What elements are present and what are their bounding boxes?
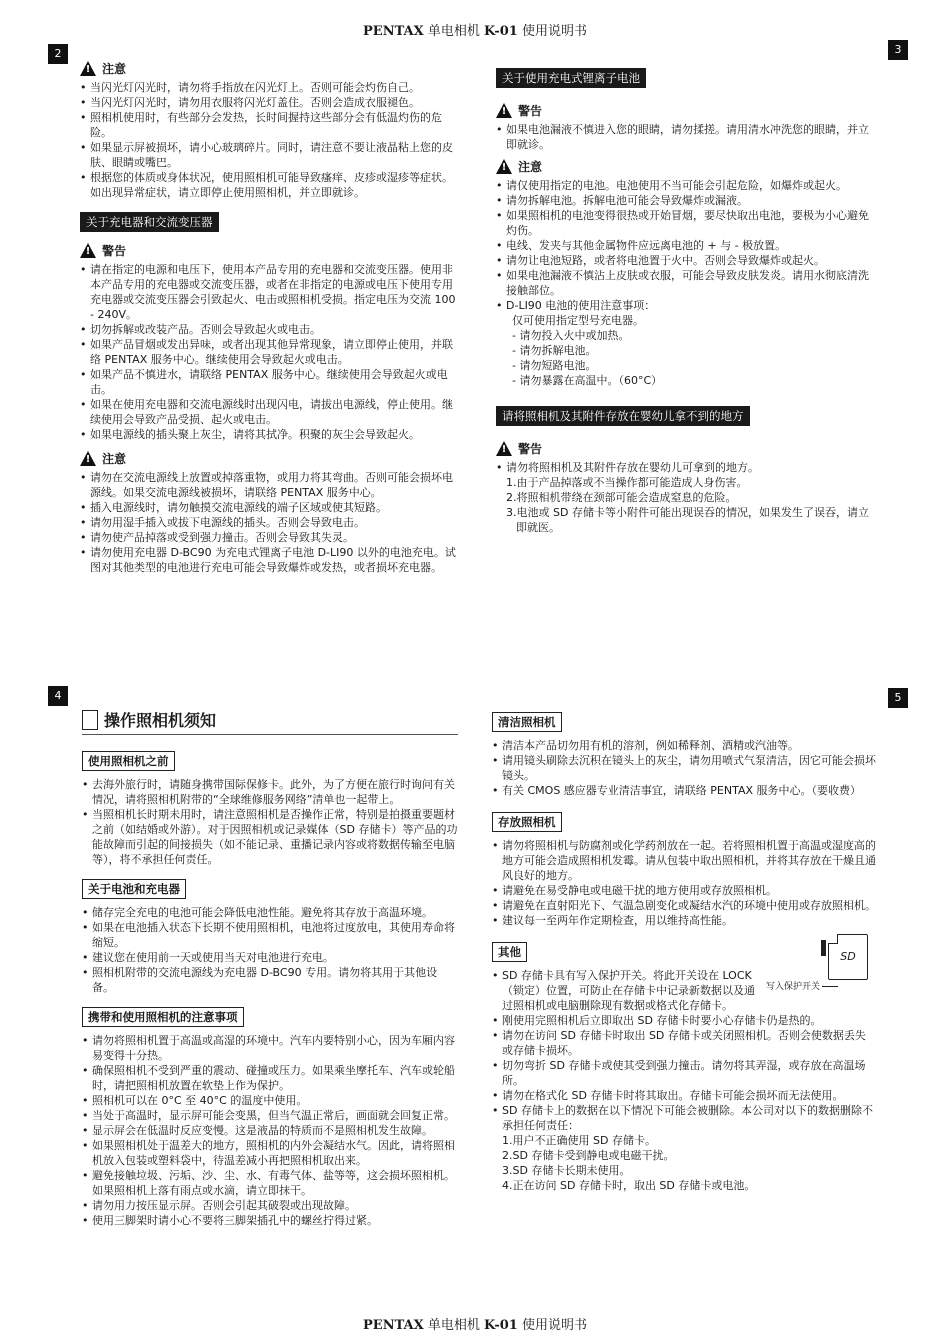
list-item: • 根据您的体质或身体状况，使用照相机可能导致瘙痒、皮疹或湿疹等症状。如出现异常症状，请立即停止使用照相机，并立即就诊。 <box>80 170 458 200</box>
list-item: • 有关 CMOS 感应器专业清洁事宜，请联络 PENTAX 服务中心。（要收费） <box>492 783 876 798</box>
list-item: • 请在指定的电源和电压下，使用本产品专用的充电器和交流变压器。使用非本产品专用的充电器或交流变压器，或者在非指定的电源或电压下使用专用充电器或交流变压器会引致起火、电击或照相机受损。指定电压为交流 100 - 240V。 <box>80 262 458 322</box>
caution-icon <box>80 451 96 466</box>
section-title-battery: 关于使用充电式锂离子电池 <box>496 68 646 88</box>
other-list <box>492 968 876 1133</box>
warning-icon <box>80 243 96 258</box>
manual-page-4 <box>48 680 480 1280</box>
list-item: • 如果产品冒烟或发出异味，或者出现其他异常现象，请立即停止使用，并联络 PENTAX 服务中心。继续使用会导致起火或电击。 <box>80 337 458 367</box>
caution-icon <box>80 61 96 76</box>
data-loss-item: 2.SD 存储卡受到静电或电磁干扰。 <box>502 1149 675 1162</box>
list-item: • 请勿拆解电池。拆解电池可能会导致爆炸或漏液。 <box>496 193 878 208</box>
warning-list <box>496 460 878 475</box>
storage-list <box>492 838 876 928</box>
caution-list <box>80 470 458 575</box>
list-item: • 请勿将照相机及其附件存放在婴幼儿可拿到的地方。 <box>496 460 878 475</box>
list-item: • 当照相机长时期未用时，请注意照相机是否操作正常，特别是拍摄重要题材之前（如结婚或外游）。对于因照相机或记录媒体（SD 存储卡）等产品的功能故障而引起的间接损失（如不能记录、重播记录内容或将数据传输至电脑等），将不承担任何责任。 <box>82 807 458 867</box>
section-tab-storage: 存放照相机 <box>492 812 562 832</box>
footer-brand: PENTAX <box>363 1318 424 1333</box>
list-item: • 请避免在直射阳光下、气温急剧变化或凝结水汽的环境中使用或存放照相机。 <box>492 898 876 913</box>
list-item: • 请勿用力按压显示屏。否则会引起其破裂或出现故障。 <box>82 1198 458 1213</box>
list-item: • 去海外旅行时，请随身携带国际保修卡。此外，为了方便在旅行时询问有关情况，请将照相机附带的“全球维修服务网络”清单也一起带上。 <box>82 777 458 807</box>
manual-page-2 <box>48 38 488 638</box>
before-use-list <box>82 777 458 867</box>
data-loss-item: 4.正在访问 SD 存储卡时，取出 SD 存储卡或电池。 <box>502 1179 756 1192</box>
section-tab-battery-charger: 关于电池和充电器 <box>82 879 186 899</box>
list-item: • 使用三脚架时请小心不要将三脚架插孔中的螺丝拧得过紧。 <box>82 1213 458 1228</box>
list-item: • 如果照相机处于温差大的地方，照相机的内外会凝结水气。因此，请将照相机放入包装或塑料袋中，待温差减小再把照相机取出来。 <box>82 1138 458 1168</box>
list-item: • 照相机附带的交流电源线为充电器 D-BC90 专用。请勿将其用于其他设备。 <box>82 965 458 995</box>
list-item: • 请勿让电池短路，或者将电池置于火中。否则会导致爆炸或起火。 <box>496 253 878 268</box>
book-icon <box>82 710 98 730</box>
warning-heading: ! 警告 <box>496 102 878 119</box>
data-loss-item: 3.SD 存储卡长期未使用。 <box>502 1164 631 1177</box>
list-item: • 请勿使产品掉落或受到强力撞击。否则会导致其失灵。 <box>80 530 458 545</box>
section-tab-cleaning: 清洁照相机 <box>492 712 562 732</box>
list-item: • 当闪光灯闪光时，请勿用衣服将闪光灯盖住。否则会造成衣服褪色。 <box>80 95 458 110</box>
caution-heading: ! 注意 <box>80 450 458 467</box>
list-item: • 请仅使用指定的电池。电池使用不当可能会引起危险，如爆炸或起火。 <box>496 178 878 193</box>
warning-list <box>496 122 878 152</box>
header-brand: PENTAX <box>363 24 424 39</box>
warning-list <box>80 262 458 442</box>
list-item: • 清洁本产品切勿用有机的溶剂，例如稀释剂、酒精或汽油等。 <box>492 738 876 753</box>
list-item: • 如果显示屏被损坏，请小心玻璃碎片。同时，请注意不要让液晶粘上您的皮肤、眼睛或嘴巴。 <box>80 140 458 170</box>
list-item: • 切勿弯折 SD 存储卡或使其受到强力撞击。请勿将其弄湿，或存放在高温场所。 <box>492 1058 876 1088</box>
list-item: • 请勿用湿手插入或拔下电源线的插头。否则会导致电击。 <box>80 515 458 530</box>
list-item: • 如果在电池插入状态下长期不使用照相机，电池将过度放电，其使用寿命将缩短。 <box>82 920 458 950</box>
caution-list <box>496 178 878 313</box>
warning-subitem: 1.由于产品掉落或不当操作都可能造成人身伤害。 <box>506 476 748 489</box>
carrying-list <box>82 1033 458 1228</box>
list-item: • SD 存储卡上的数据在以下情况下可能会被删除。本公司对以下的数据删除不承担任何责任： <box>492 1103 876 1133</box>
section-tab-before-use: 使用照相机之前 <box>82 751 175 771</box>
list-item: • 请勿将照相机置于高温或高湿的环境中。汽车内要特别小心，因为车厢内容易变得十分热。 <box>82 1033 458 1063</box>
write-protect-switch <box>821 940 826 956</box>
li90-item: - 请勿拆解电池。 <box>512 344 597 357</box>
list-item: • 确保照相机不受到严重的震动、碰撞或压力。如果乘坐摩托车、汽车或轮船时，请把照相机放置在软垫上作为保护。 <box>82 1063 458 1093</box>
list-item: • 避免接触垃圾、污垢、沙、尘、水、有毒气体、盐等等，这会损坏照相机。如果照相机上落有雨点或水滴，请立即抹干。 <box>82 1168 458 1198</box>
cleaning-list <box>492 738 876 798</box>
list-item: • 请避免在易受静电或电磁干扰的地方使用或存放照相机。 <box>492 883 876 898</box>
warning-heading: ! 警告 <box>80 242 458 259</box>
list-item: • 照相机可以在 0°C 至 40°C 的温度中使用。 <box>82 1093 458 1108</box>
list-item: • 电线、发夹与其他金属物件应远离电池的 + 与 - 极放置。 <box>496 238 878 253</box>
page-number-5: 5 <box>888 688 908 708</box>
caution-icon <box>496 159 512 174</box>
pointer-line <box>822 986 838 987</box>
list-item: • 照相机使用时，有些部分会发热，长时间握持这些部分会有低温灼伤的危险。 <box>80 110 458 140</box>
footer-middle: 单电相机 <box>423 1318 484 1333</box>
list-item: • 切勿拆解或改装产品。否则会导致起火或电击。 <box>80 322 458 337</box>
caution-list <box>80 80 458 200</box>
document-header <box>0 20 950 39</box>
li90-item: - 请勿投入火中或加热。 <box>512 329 630 342</box>
sd-card-figure <box>766 930 876 992</box>
list-item: • 插入电源线时，请勿触摸交流电源线的端子区域或使其短路。 <box>80 500 458 515</box>
footer-model: K-01 <box>483 1318 518 1333</box>
list-item: • 请勿将照相机与防腐剂或化学药剂放在一起。若将照相机置于高温或湿度高的地方可能会造成照相机发霉。请从包装中取出照相机，并将其存放在干燥且通风良好的地方。 <box>492 838 876 883</box>
list-item: • 显示屏会在低温时反应变慢。这是液晶的特质而不是照相机发生故障。 <box>82 1123 458 1138</box>
warning-subitem: 3.电池或 SD 存储卡等小附件可能出现误吞的情况，如果发生了误吞，请立即就医。 <box>506 506 869 534</box>
manual-page-3 <box>488 38 908 638</box>
li90-item: - 请勿暴露在高温中。（60°C） <box>512 374 663 387</box>
list-item: • 请勿在格式化 SD 存储卡时将其取出。存储卡可能会损坏而无法使用。 <box>492 1088 876 1103</box>
list-item: • 请勿在访问 SD 存储卡时取出 SD 存储卡或关闭照相机。否则会使数据丢失或存储卡损坏。 <box>492 1028 876 1058</box>
caution-heading: ! 注意 <box>496 158 878 175</box>
section-tab-other: 其他 <box>492 942 527 962</box>
header-model: K-01 <box>483 24 518 39</box>
page-number-3: 3 <box>888 40 908 60</box>
caution-heading: ! 注意 <box>80 60 458 77</box>
li90-item: - 请勿短路电池。 <box>512 359 597 372</box>
list-item: • 如果电池漏液不慎沾上皮肤或衣服，可能会导致皮肤发炎。请用水彻底清洗接触部位。 <box>496 268 878 298</box>
sd-card-icon: SD <box>828 934 868 980</box>
list-item: • D-LI90 电池的使用注意事项： <box>496 298 878 313</box>
battery-charger-list <box>82 905 458 995</box>
data-loss-item: 1.用户不正确使用 SD 存储卡。 <box>502 1134 656 1147</box>
list-item: • 刚使用完照相机后立即取出 SD 存储卡时要小心存储卡仍是热的。 <box>492 1013 876 1028</box>
li90-intro: 仅可使用指定型号充电器。 <box>512 314 644 327</box>
list-item: • 如果电池漏液不慎进入您的眼睛，请勿揉搓。请用清水冲洗您的眼睛，并立即就诊。 <box>496 122 878 152</box>
page-number-4: 4 <box>48 686 68 706</box>
list-item: • 请勿在交流电源线上放置或掉落重物，或用力将其弯曲。否则可能会损坏电源线。如果交流电源线被损坏，请联络 PENTAX 服务中心。 <box>80 470 458 500</box>
list-item: • 当闪光灯闪光时，请勿将手指放在闪光灯上。否则可能会灼伤自己。 <box>80 80 458 95</box>
warning-icon <box>496 103 512 118</box>
list-item: • 如果产品不慎进水，请联络 PENTAX 服务中心。继续使用会导致起火或电击。 <box>80 367 458 397</box>
list-item: • 建议每一至两年作定期检查，用以维持高性能。 <box>492 913 876 928</box>
document-footer <box>0 1314 950 1333</box>
list-item: • 建议您在使用前一天或使用当天对电池进行充电。 <box>82 950 458 965</box>
list-item: • 如果在使用充电器和交流电源线时出现闪电，请拔出电源线，停止使用。继续使用会导致产品受损、起火或电击。 <box>80 397 458 427</box>
list-item: • 当处于高温时，显示屏可能会变黑，但当气温正常后，画面就会回复正常。 <box>82 1108 458 1123</box>
page-title: 操作照相机须知 <box>82 708 458 735</box>
header-suffix: 使用说明书 <box>517 24 587 39</box>
header-middle: 单电相机 <box>423 24 484 39</box>
list-item: • 请用镜头刷除去沉积在镜头上的灰尘，请勿用喷式气泵清洁，因它可能会损坏镜头。 <box>492 753 876 783</box>
warning-icon <box>496 441 512 456</box>
manual-page-5 <box>480 680 908 1280</box>
footer-suffix: 使用说明书 <box>517 1318 587 1333</box>
warning-heading: ! 警告 <box>496 440 878 457</box>
list-item: • SD 存储卡具有写入保护开关。将此开关设在 LOCK（锁定）位置，可防止在存储卡中记录新数据以及通过照相机或电脑删除现有数据或格式化存储卡。 <box>492 968 876 1013</box>
list-item: • 请勿使用充电器 D-BC90 为充电式锂离子电池 D-LI90 以外的电池充电。试图对其他类型的电池进行充电可能会导致爆炸或发热，或者损坏充电器。 <box>80 545 458 575</box>
sd-caption: 写入保护开关 <box>766 982 821 992</box>
page-number-2: 2 <box>48 44 68 64</box>
section-title-charger: 关于充电器和交流变压器 <box>80 212 219 232</box>
warning-subitem: 2.将照相机带绕在颈部可能会造成窒息的危险。 <box>506 491 737 504</box>
section-tab-carrying: 携带和使用照相机的注意事项 <box>82 1007 244 1027</box>
list-item: • 储存完全充电的电池可能会降低电池性能。避免将其存放于高温环境。 <box>82 905 458 920</box>
list-item: • 如果电源线的插头聚上灰尘，请将其拭净。积聚的灰尘会导致起火。 <box>80 427 458 442</box>
section-title-children: 请将照相机及其附件存放在婴幼儿拿不到的地方 <box>496 406 750 426</box>
list-item: • 如果照相机的电池变得很热或开始冒烟，要尽快取出电池，要极为小心避免灼伤。 <box>496 208 878 238</box>
